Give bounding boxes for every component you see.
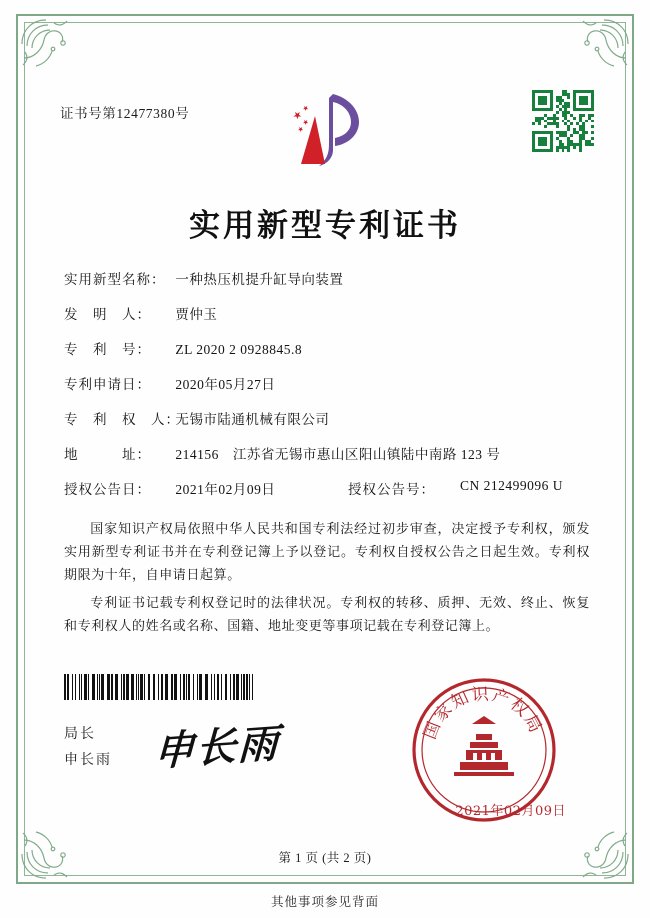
svg-text:国家知识产权局: 国家知识产权局 bbox=[420, 684, 547, 743]
field-value: 2020年05月27日 bbox=[175, 377, 276, 392]
field-label-secondary: 授权公告号： bbox=[348, 482, 435, 497]
director-name: 申长雨 bbox=[64, 753, 112, 768]
field-value: ZL 2020 2 0928845.8 bbox=[175, 342, 303, 357]
field-utility-model-name bbox=[64, 268, 594, 303]
field-application-date bbox=[64, 373, 594, 408]
field-patentee bbox=[64, 408, 594, 443]
field-value: 一种热压机提升缸导向装置 bbox=[175, 272, 344, 287]
field-label: 专 利 权 人： bbox=[64, 412, 180, 427]
handwritten-signature: 申长雨 bbox=[153, 719, 281, 776]
certificate-number: 证书号第12477380号 bbox=[60, 106, 190, 121]
field-label: 发 明 人： bbox=[64, 307, 151, 322]
field-value: 无锡市陆通机械有限公司 bbox=[175, 412, 330, 427]
field-inventor bbox=[64, 303, 594, 338]
field-value-secondary: CN 212499096 U bbox=[460, 478, 564, 493]
field-label: 专利申请日： bbox=[64, 377, 151, 392]
field-value: 贾仲玉 bbox=[175, 307, 218, 322]
seal-date: 2021年02月09日 bbox=[455, 804, 566, 819]
legal-paragraph-2 bbox=[64, 592, 590, 638]
footnote: 其他事项参见背面 bbox=[270, 895, 379, 909]
page-title: 实用新型专利证书 bbox=[189, 208, 461, 244]
legal-paragraph-2-text: 专利证书记载专利权登记时的法律状况。专利权的转移、质押、无效、终止、恢复和专利权人的姓名或名称、国籍、地址变更等事项记载在专利登记簿上。 bbox=[64, 596, 590, 634]
field-grant-publication bbox=[64, 478, 594, 513]
patent-fields bbox=[64, 268, 594, 513]
field-patent-number bbox=[64, 338, 594, 373]
field-value: 2021年02月09日 bbox=[175, 482, 276, 497]
field-label: 专 利 号： bbox=[64, 342, 151, 357]
field-address bbox=[64, 443, 594, 478]
director-label: 局长 bbox=[64, 727, 96, 742]
barcode bbox=[64, 674, 256, 700]
field-label: 地 址： bbox=[64, 447, 151, 462]
field-label: 实用新型名称： bbox=[64, 272, 166, 287]
field-value: 214156 江苏省无锡市惠山区阳山镇陆中南路 123 号 bbox=[175, 447, 501, 462]
field-label: 授权公告日： bbox=[64, 482, 151, 497]
certificate-content bbox=[46, 40, 604, 865]
cnipa-emblem-icon bbox=[279, 88, 371, 174]
director-block bbox=[64, 722, 112, 774]
legal-paragraph-1-text: 国家知识产权局依照中华人民共和国专利法经过初步审查，决定授予专利权，颁发实用新型专利证书并在专利登记簿上予以登记。专利权自授权公告之日起生效。专利权期限为十年，自申请日起算。 bbox=[64, 522, 590, 583]
page-indicator: 第 1 页 (共 2 页) bbox=[278, 851, 372, 865]
qr-code bbox=[532, 90, 594, 152]
legal-paragraph-1 bbox=[64, 518, 590, 587]
